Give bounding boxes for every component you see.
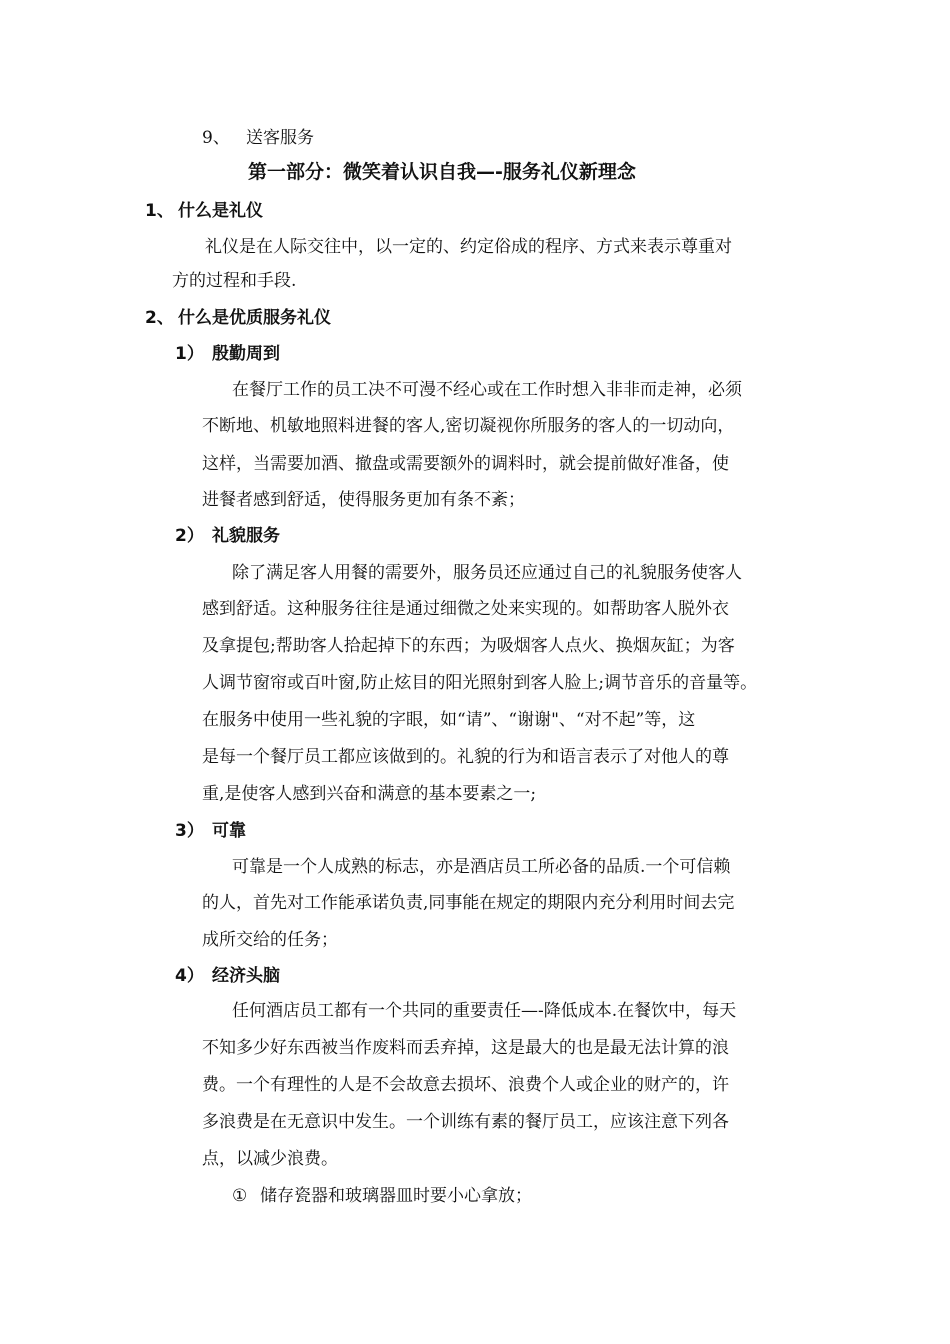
subsection-heading-3	[175, 820, 246, 842]
subsection-title: 可靠	[212, 821, 246, 841]
paragraph-line: 可靠是一个人成熟的标志，亦是酒店员工所必备的品质.一个可信赖	[232, 857, 731, 877]
paragraph-line: 是每一个餐厅员工都应该做到的。礼貌的行为和语言表示了对他人的尊	[202, 747, 729, 767]
section-heading-1	[145, 200, 263, 222]
paragraph-line: 及拿提包;帮助客人拾起掉下的东西；为吸烟客人点火、换烟灰缸；为客	[202, 636, 735, 656]
paragraph-line: 任何酒店员工都有一个共同的重要责任—-降低成本.在餐饮中，每天	[232, 1001, 737, 1021]
circled-list-item	[232, 1185, 532, 1207]
subsection-number: 1）	[175, 344, 204, 364]
paragraph-line: 进餐者感到舒适，使得服务更加有条不紊；	[202, 490, 525, 510]
paragraph-line: 礼仪是在人际交往中，以一定的、约定俗成的程序、方式来表示尊重对	[205, 237, 732, 257]
paragraph-line: 感到舒适。这种服务往往是通过细微之处来实现的。如帮助客人脱外衣	[202, 599, 729, 619]
section-number: 2、	[145, 308, 174, 328]
list-number: 9、	[202, 128, 230, 148]
paragraph-line: 重,是使客人感到兴奋和满意的基本要素之一;	[202, 784, 537, 804]
paragraph-line: 多浪费是在无意识中发生。一个训练有素的餐厅员工，应该注意下列各	[202, 1112, 729, 1132]
paragraph-line: 不断地、机敏地照料进餐的客人,密切凝视你所服务的客人的一切动向，	[202, 416, 735, 436]
paragraph-line: 点，以减少浪费。	[202, 1149, 338, 1169]
subsection-title: 经济头脑	[212, 966, 280, 986]
section-title: 什么是礼仪	[178, 201, 263, 221]
list-item-9	[202, 127, 314, 149]
subsection-heading-4	[175, 965, 280, 987]
list-text: 送客服务	[246, 128, 314, 148]
paragraph-line: 人调节窗帘或百叶窗,防止炫目的阳光照射到客人脸上;调节音乐的音量等。	[202, 673, 758, 693]
paragraph-line: 这样，当需要加酒、撤盘或需要额外的调料时，就会提前做好准备，使	[202, 454, 729, 474]
subsection-title: 礼貌服务	[212, 526, 280, 546]
part-title: 第一部分：微笑着认识自我—-服务礼仪新理念	[248, 161, 636, 183]
paragraph-line: 在服务中使用一些礼貌的字眼，如“请”、“谢谢"、“对不起”等，这	[202, 710, 696, 730]
subsection-number: 3）	[175, 821, 204, 841]
paragraph-line: 方的过程和手段.	[172, 271, 297, 291]
subsection-number: 2）	[175, 526, 204, 546]
section-number: 1、	[145, 201, 174, 221]
subsection-heading-1	[175, 343, 280, 365]
subsection-heading-2	[175, 525, 280, 547]
list-text: 储存瓷器和玻璃器皿时要小心拿放；	[260, 1186, 532, 1206]
paragraph-line: 费。一个有理性的人是不会故意去损坏、浪费个人或企业的财产的，许	[202, 1075, 729, 1095]
circled-number: ①	[232, 1186, 248, 1206]
paragraph-line: 不知多少好东西被当作废料而丢弃掉，这是最大的也是最无法计算的浪	[202, 1038, 729, 1058]
subsection-title: 殷勤周到	[212, 344, 280, 364]
section-heading-2	[145, 307, 331, 329]
paragraph-line: 除了满足客人用餐的需要外，服务员还应通过自己的礼貌服务使客人	[232, 563, 742, 583]
paragraph-line: 成所交给的任务；	[202, 930, 338, 950]
subsection-number: 4）	[175, 966, 204, 986]
section-title: 什么是优质服务礼仪	[178, 308, 331, 328]
paragraph-line: 在餐厅工作的员工决不可漫不经心或在工作时想入非非而走神，必须	[232, 380, 742, 400]
paragraph-line: 的人，首先对工作能承诺负责,同事能在规定的期限内充分利用时间去完	[202, 893, 735, 913]
